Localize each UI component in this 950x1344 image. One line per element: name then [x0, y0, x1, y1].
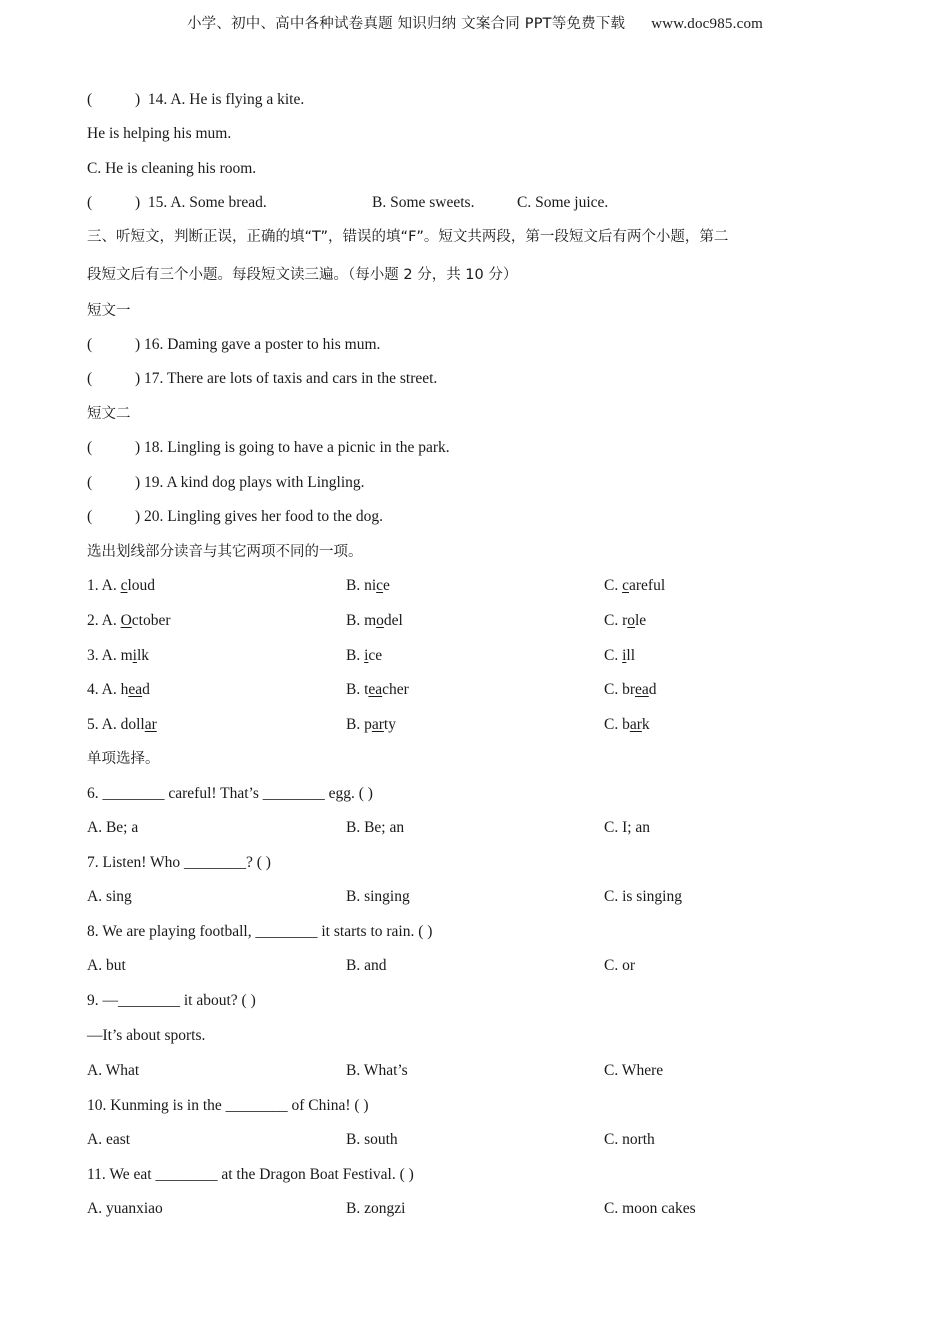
phonics-item-1: 1. A. cloud B. nice C. careful	[87, 577, 666, 594]
option-c[interactable]: C. north	[604, 1131, 655, 1148]
phonics-instruction: 选出划线部分读音与其它两项不同的一项。	[87, 544, 363, 560]
option-b[interactable]: B. and	[346, 957, 387, 974]
question-6: 6. ________ careful! That’s ________ egg. ( )	[87, 785, 373, 802]
answer-blank[interactable]: (	[87, 194, 93, 211]
choice-instruction: 单项选择。	[87, 751, 160, 767]
option-a[interactable]: A. Be; a	[87, 819, 139, 836]
answer-blank[interactable]: (	[87, 439, 93, 456]
answer-blank[interactable]: (	[87, 474, 93, 491]
option-c[interactable]: C. moon cakes	[604, 1200, 696, 1217]
answer-blank[interactable]: (	[87, 508, 93, 525]
question-8: 8. We are playing football, ________ it starts to rain. ( )	[87, 923, 433, 940]
question-16: ( ) 16. Daming gave a poster to his mum.	[87, 336, 381, 353]
option-c[interactable]: C. or	[604, 957, 635, 974]
question-20: ( ) 20. Lingling gives her food to the dog.	[87, 508, 383, 525]
question-7-options	[87, 887, 682, 907]
answer-blank[interactable]: (	[87, 370, 93, 387]
header-title: 小学、初中、高中各种试卷真题 知识归纳 文案合同 PPT等免费下载	[186, 16, 626, 32]
passage-2-label: 短文二	[87, 406, 131, 422]
question-18: ( ) 18. Lingling is going to have a picnic in the park.	[87, 439, 450, 456]
question-6-options	[87, 818, 651, 838]
option-c[interactable]: C. is singing	[604, 888, 682, 905]
option-b[interactable]: B. singing	[346, 888, 410, 905]
question-15-option-c: C. Some juice.	[517, 194, 609, 211]
phonics-item-2: 2. A. October B. model C. role	[87, 612, 647, 629]
question-19: ( ) 19. A kind dog plays with Lingling.	[87, 474, 365, 491]
option-a[interactable]: A. What	[87, 1062, 140, 1079]
question-11: 11. We eat ________ at the Dragon Boat Festival. ( )	[87, 1166, 414, 1183]
question-15-option-b: B. Some sweets.	[372, 194, 475, 211]
option-c[interactable]: C. Where	[604, 1062, 664, 1079]
option-a[interactable]: A. sing	[87, 888, 132, 905]
question-11-options	[87, 1199, 696, 1219]
question-15: ( ) 15. A. Some bread. B. Some sweets. C. Some juice.	[87, 194, 609, 211]
section3-instruction-1: 三、听短文，判断正误，正确的填“T”，错误的填“F”。短文共两段，第一段短文后有两个小题，第二	[87, 229, 729, 245]
option-a[interactable]: A. east	[87, 1131, 131, 1148]
option-a[interactable]: A. but	[87, 957, 126, 974]
question-8-options	[87, 956, 635, 976]
answer-blank[interactable]: (	[87, 336, 93, 353]
option-a[interactable]: A. yuanxiao	[87, 1200, 163, 1217]
page-header	[0, 12, 950, 33]
passage-1-label: 短文一	[87, 303, 131, 319]
answer-blank[interactable]: (	[87, 91, 93, 108]
option-b[interactable]: B. What’s	[346, 1062, 408, 1079]
option-b[interactable]: B. zongzi	[346, 1200, 406, 1217]
question-9-reply: —It’s about sports.	[87, 1027, 206, 1044]
phonics-item-4: 4. A. head B. teacher C. bread	[87, 681, 657, 698]
question-9-options	[87, 1061, 664, 1081]
header-site: www.doc985.com	[651, 16, 764, 32]
question-17: ( ) 17. There are lots of taxis and cars in the street.	[87, 370, 438, 387]
option-c[interactable]: C. I; an	[604, 819, 651, 836]
question-10: 10. Kunming is in the ________ of China! ( )	[87, 1097, 369, 1114]
question-9: 9. —________ it about? ( )	[87, 992, 256, 1009]
question-14: ( ) 14. A. He is flying a kite.	[87, 91, 305, 108]
question-10-options	[87, 1130, 655, 1150]
question-7: 7. Listen! Who ________? ( )	[87, 854, 271, 871]
phonics-item-3: 3. A. milk B. ice C. ill	[87, 647, 636, 664]
question-14-option-b: He is helping his mum.	[87, 125, 232, 142]
section3-instruction-2: 段短文后有三个小题。每段短文读三遍。（每小题 2 分，共 10 分）	[87, 267, 518, 283]
option-b[interactable]: B. south	[346, 1131, 398, 1148]
phonics-item-5: 5. A. dollar B. party C. bark	[87, 716, 650, 733]
question-14-option-c: C. He is cleaning his room.	[87, 160, 257, 177]
option-b[interactable]: B. Be; an	[346, 819, 405, 836]
